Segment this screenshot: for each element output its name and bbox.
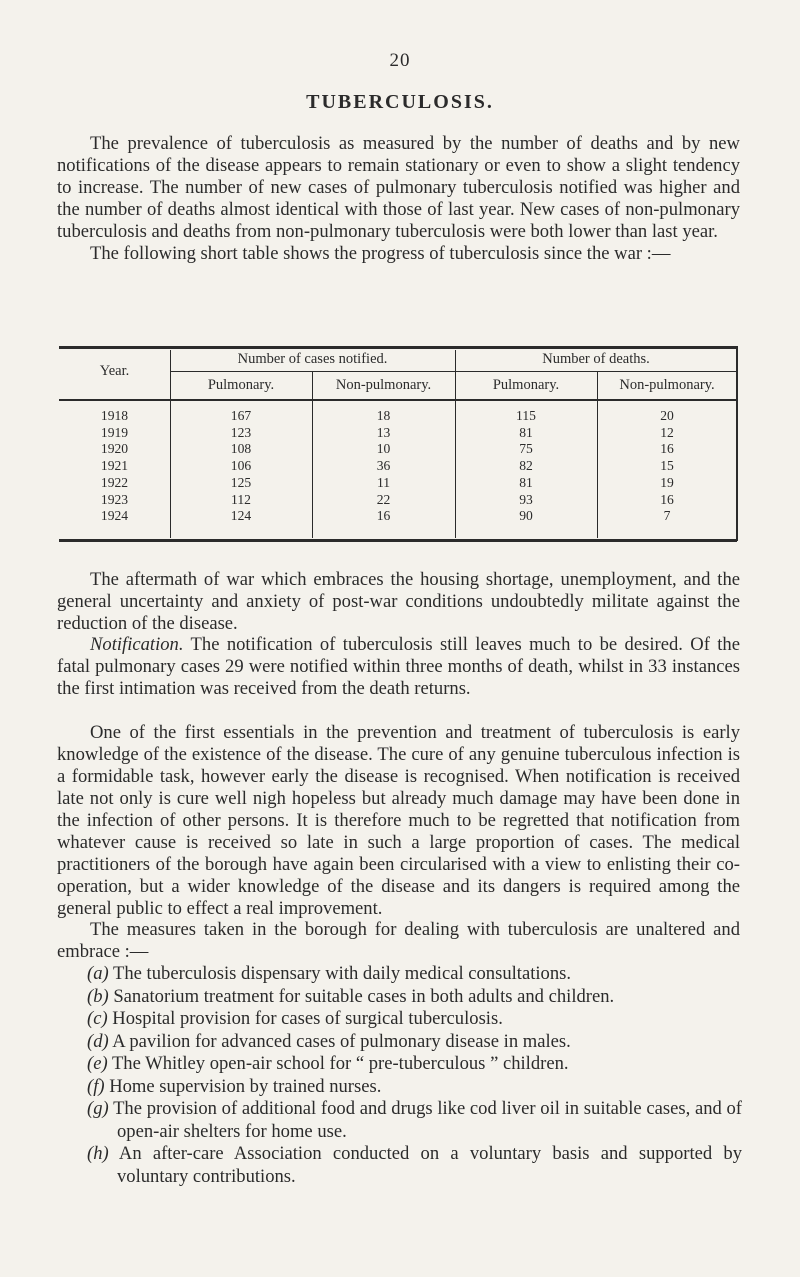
notification-paragraph — [57, 634, 740, 700]
cell-deaths-non-pulmonary: 19 — [660, 474, 674, 490]
column-cases-pulmonary — [170, 408, 312, 525]
list-item — [87, 986, 742, 1009]
cell-deaths-pulmonary: 81 — [519, 424, 533, 440]
cell-cases-pulmonary: 123 — [230, 424, 252, 440]
header-deaths-non-pulmonary: Non-pulmonary. — [619, 377, 715, 393]
cell-cases-non-pulmonary: 13 — [376, 424, 391, 440]
table-top-rule — [59, 346, 737, 349]
cell-deaths-pulmonary: 115 — [516, 408, 536, 423]
header-year: Year. — [99, 363, 130, 379]
cell-cases-pulmonary: 125 — [230, 474, 252, 490]
list-item-label: (b) — [87, 985, 109, 1007]
cell-deaths-pulmonary: 93 — [519, 491, 533, 507]
essentials-paragraph: One of the first essentials in the prevention and treatment of tuberculosis is early knowledge of the existence of the disease. The cure of any genuine tuberculous infection is a formidable task, however early the disease is recognised. When notification is received late not only is cure well nigh hopeless but already much damage may have been done in the infection of other persons. It is therefore much to be regretted that notification from whatever cause is received so late in such a large proportion of cases. The medical practitioners of the borough have again been circularised with a view to enlisting their co-operation, but a wider knowledge of the disease and its dangers is required among the general public to effect a real improvement. — [57, 722, 740, 919]
list-item-label: (a) — [87, 963, 109, 984]
column-cases-non-pulmonary — [312, 408, 455, 525]
list-item-label: (g) — [87, 1098, 109, 1119]
list-item — [87, 963, 742, 986]
cell-deaths-pulmonary: 90 — [519, 508, 533, 524]
cell-year: 1924 — [100, 508, 129, 524]
list-item — [87, 1031, 742, 1054]
cell-year: 1920 — [100, 441, 129, 457]
measures-intro-paragraph: The measures taken in the borough for dealing with tuberculosis are unaltered and embrace :— — [57, 919, 740, 962]
tuberculosis-table — [59, 346, 737, 542]
list-item-text: A pavilion for advanced cases of pulmonary disease in males. — [108, 1030, 571, 1052]
notification-text: The notification of tuberculosis still leaves much to be desired. Of the fatal pulmonary cases 29 were notified within three months of death, whilst in 33 instances the first intimation was received from the death returns. — [57, 634, 740, 699]
cell-cases-non-pulmonary: 36 — [376, 458, 391, 474]
cell-deaths-pulmonary: 82 — [519, 458, 533, 474]
table-header-rule — [59, 399, 737, 401]
cell-year: 1918 — [100, 408, 129, 423]
list-item-label: (f) — [87, 1075, 105, 1097]
aftermath-paragraph: The aftermath of war which embraces the housing shortage, unemployment, and the general uncertainty and anxiety of post-war conditions undoubtedly militate against the reduction of the disease. — [57, 569, 740, 634]
cell-deaths-non-pulmonary: 16 — [660, 441, 674, 457]
list-item — [87, 1008, 742, 1031]
cell-cases-non-pulmonary: 18 — [376, 408, 391, 423]
cell-cases-pulmonary: 167 — [230, 408, 252, 423]
cell-deaths-non-pulmonary: 20 — [660, 408, 674, 423]
cell-deaths-pulmonary: 81 — [519, 474, 533, 490]
cell-cases-pulmonary: 124 — [230, 508, 252, 524]
cell-cases-non-pulmonary: 11 — [376, 474, 391, 490]
list-item-label: (c) — [87, 1008, 108, 1029]
table-intro-paragraph: The following short table shows the progress of tuberculosis since the war :— — [90, 243, 671, 264]
list-item-label: (d) — [87, 1030, 109, 1052]
header-cases-group: Number of cases notified. — [237, 351, 388, 367]
list-item-text: The Whitley open-air school for “ pre-tuberculous ” children. — [107, 1053, 569, 1074]
list-item-text: The provision of additional food and drugs like cod liver oil in suitable cases, and of open-air shelters for home use. — [108, 1098, 742, 1142]
list-item-text: The tuberculosis dispensary with daily medical consultations. — [108, 963, 572, 984]
list-item-label: (h) — [87, 1143, 109, 1164]
header-deaths-pulmonary: Pulmonary. — [492, 377, 560, 393]
table-bottom-rule — [59, 539, 737, 542]
list-item — [87, 1053, 742, 1076]
list-item-label: (e) — [87, 1053, 108, 1074]
cell-cases-pulmonary: 108 — [230, 441, 252, 457]
list-item-text: Home supervision by trained nurses. — [104, 1075, 382, 1097]
list-item — [87, 1076, 742, 1099]
cell-cases-pulmonary: 106 — [230, 458, 252, 474]
cell-deaths-non-pulmonary: 7 — [663, 508, 671, 524]
page-number: 20 — [389, 50, 411, 71]
cell-cases-non-pulmonary: 10 — [376, 441, 391, 457]
list-item-text: An after-care Association conducted on a voluntary basis and supported by voluntary contributions. — [108, 1143, 742, 1187]
column-year — [59, 408, 170, 525]
cell-year: 1923 — [100, 491, 129, 507]
page-title: TUBERCULOSIS. — [306, 91, 494, 113]
list-item-text: Sanatorium treatment for suitable cases in both adults and children. — [108, 985, 615, 1007]
cell-deaths-non-pulmonary: 16 — [660, 491, 674, 507]
cell-year: 1921 — [100, 458, 129, 474]
cell-deaths-pulmonary: 75 — [519, 441, 533, 457]
cell-cases-non-pulmonary: 16 — [376, 508, 391, 524]
header-deaths-group: Number of deaths. — [542, 351, 650, 367]
list-item — [87, 1143, 742, 1188]
notification-label: Notification. — [90, 634, 184, 655]
cell-deaths-non-pulmonary: 12 — [660, 424, 674, 440]
list-item — [87, 1098, 742, 1143]
cell-year: 1922 — [100, 474, 129, 490]
cell-year: 1919 — [100, 424, 129, 440]
list-item-text: Hospital provision for cases of surgical tuberculosis. — [107, 1008, 503, 1029]
column-deaths-non-pulmonary — [597, 408, 737, 525]
table-group-rule — [170, 371, 737, 372]
cell-deaths-non-pulmonary: 15 — [660, 458, 674, 474]
intro-paragraph: The prevalence of tuberculosis as measured by the number of deaths and by new notifications of the disease appears to remain stationary or even to show a slight tendency to increase. The number of new cases of pulmonary tuberculosis notified was higher and the number of deaths almost identical with those of last year. New cases of non-pulmonary tuberculosis and deaths from non-pulmonary tuberculosis were both lower than last year. — [57, 133, 740, 242]
measures-list — [87, 963, 742, 1188]
cell-cases-non-pulmonary: 22 — [376, 491, 391, 507]
header-cases-non-pulmonary: Non-pulmonary. — [335, 377, 432, 393]
column-deaths-pulmonary — [455, 408, 597, 525]
cell-cases-pulmonary: 112 — [231, 491, 251, 507]
header-cases-pulmonary: Pulmonary. — [207, 377, 275, 393]
